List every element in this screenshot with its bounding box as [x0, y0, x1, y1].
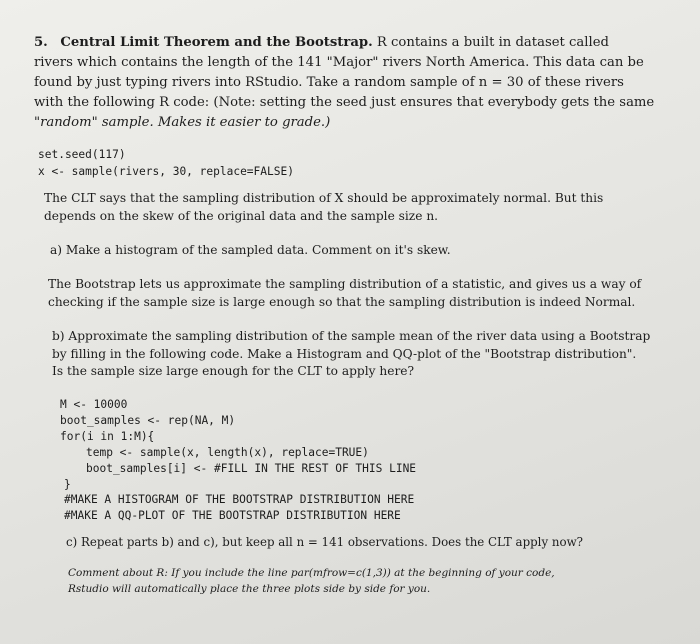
part-a: a) Make a histogram of the sampled data. Comment on it's skew.: [50, 243, 451, 257]
code-line: boot_samples <- rep(NA, M): [60, 414, 236, 427]
part-b-line: b) Approximate the sampling distribution of the sample mean of the river data using a Bootstrap: [52, 329, 651, 343]
clt-text-line: The CLT says that the sampling distribution of X should be approximately normal. But this: [44, 191, 604, 205]
intro-line: R contains a built in dataset called: [376, 35, 609, 50]
part-b-line: Is the sample size large enough for the CLT to apply here?: [52, 364, 415, 378]
code-line: #MAKE A HISTOGRAM OF THE BOOTSTRAP DISTRIBUTION HERE: [64, 493, 415, 506]
code-line: x <- sample(rivers, 30, replace=FALSE): [38, 165, 294, 178]
code-line: set.seed(117): [38, 148, 126, 161]
code-line: for(i in 1:M){: [60, 430, 155, 443]
code-line: boot_samples[i] <- #FILL IN THE REST OF THIS LINE: [86, 462, 417, 475]
code-line: }: [64, 478, 71, 491]
code-line: temp <- sample(x, length(x), replace=TRUE): [86, 446, 369, 459]
problem-number: 5.: [34, 35, 48, 50]
problem-title: Central Limit Theorem and the Bootstrap.: [60, 35, 373, 50]
intro-line: rivers which contains the length of the 141 "Major" rivers North America. This data can be: [34, 55, 644, 70]
part-c: c) Repeat parts b) and c), but keep all n = 141 observations. Does the CLT apply now?: [66, 535, 583, 549]
code-line: M <- 10000: [60, 398, 128, 411]
intro-line: found by just typing rivers into RStudio. Take a random sample of n = 30 of these rivers: [34, 75, 624, 90]
clt-text-line: depends on the skew of the original data and the sample size n.: [44, 209, 439, 223]
bootstrap-text-line: The Bootstrap lets us approximate the sampling distribution of a statistic, and gives us a way of: [48, 277, 642, 291]
bootstrap-text-line: checking if the sample size is large enough so that the sampling distribution is indeed Normal.: [48, 295, 636, 309]
problem-heading: [34, 33, 609, 53]
comment-line: Comment about R: If you include the line par(mfrow=c(1,3)) at the beginning of your code,: [68, 567, 555, 579]
comment-line: Rstudio will automatically place the three plots side by side for you.: [68, 583, 431, 595]
code-line: #MAKE A QQ-PLOT OF THE BOOTSTRAP DISTRIBUTION HERE: [64, 509, 401, 522]
intro-line: "random" sample. Makes it easier to grade.): [34, 115, 331, 130]
part-b-line: by filling in the following code. Make a Histogram and QQ-plot of the "Bootstrap distribution".: [52, 347, 637, 361]
intro-line: with the following R code: (Note: setting the seed just ensures that everybody gets the same: [34, 95, 655, 110]
